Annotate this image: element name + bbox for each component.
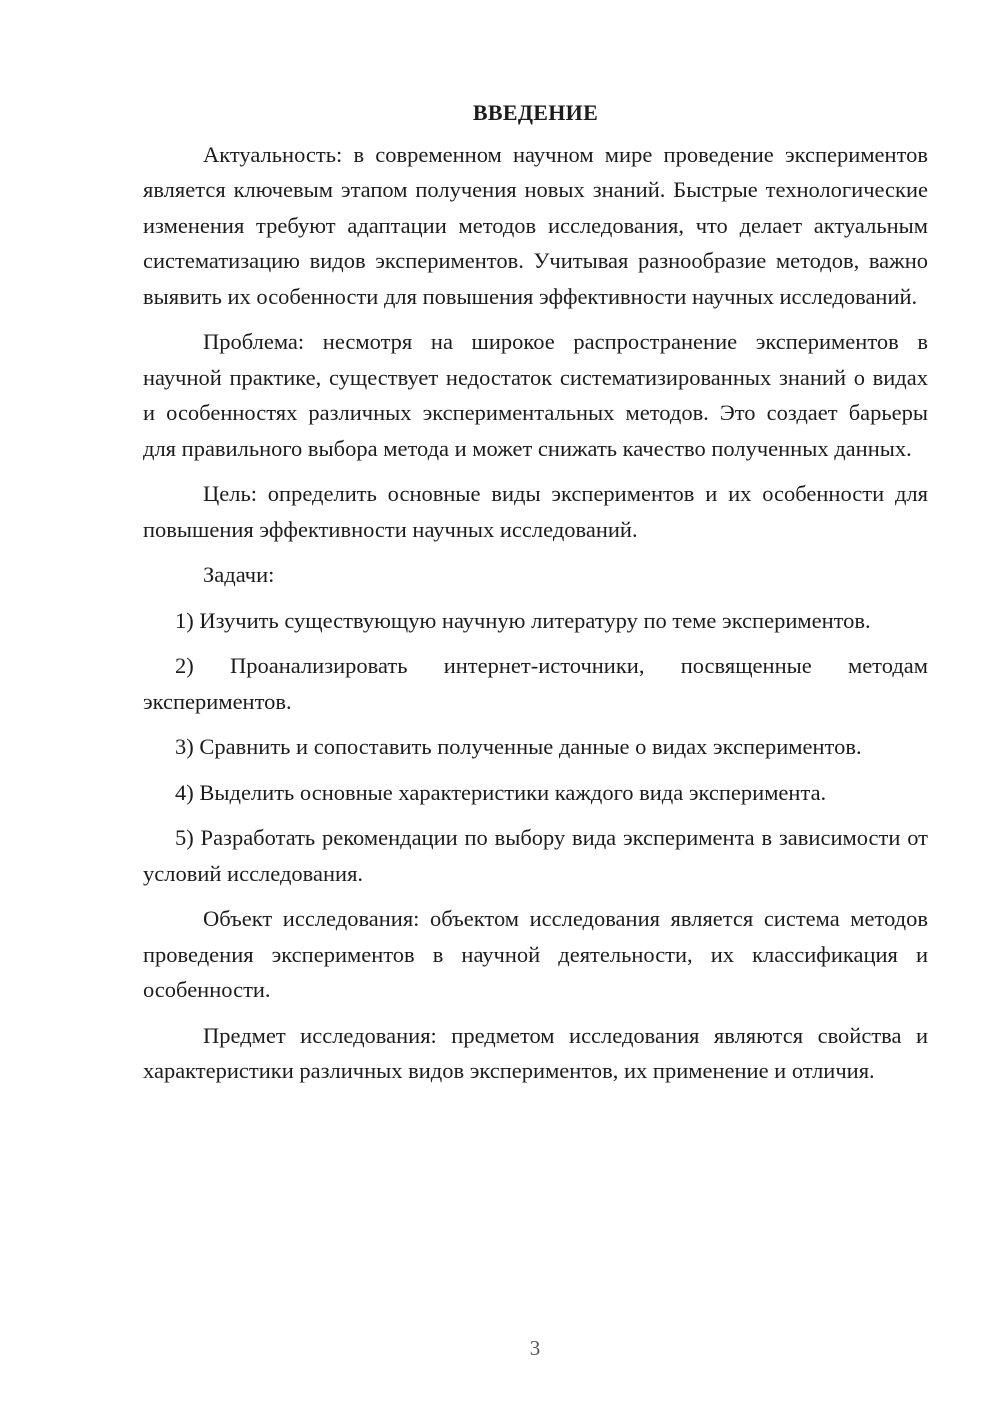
task-item-2: 2) Проанализировать интернет-источники, посвященные методам экспериментов. bbox=[143, 653, 928, 714]
page-number: 3 bbox=[529, 1336, 541, 1360]
task-item-5: 5) Разработать рекомендации по выбору вида эксперимента в зависимости от условий исследования. bbox=[143, 825, 928, 886]
page-content bbox=[143, 95, 928, 1099]
paragraph-object: Объект исследования: объектом исследования является система методов проведения экспериментов в научной деятельности, их классификация и особенности. bbox=[143, 906, 928, 1002]
paragraph-goal: Цель: определить основные виды экспериментов и их особенности для повышения эффективности научных исследований. bbox=[143, 481, 928, 542]
task-item-1: 1) Изучить существующую научную литературу по теме экспериментов. bbox=[175, 607, 871, 633]
paragraph-relevance: Актуальность: в современном научном мире проведение экспериментов является ключевым этапом получения новых знаний. Быстрые технологические изменения требуют адаптации методов исследования, что делает актуальным систематизацию видов экспериментов. Учитывая разнообразие методов, важно выявить их особенности для повышения эффективности научных исследований. bbox=[143, 141, 928, 309]
task-item-4: 4) Выделить основные характеристики каждого вида эксперимента. bbox=[175, 779, 827, 805]
section-heading: ВВЕДЕНИЕ bbox=[472, 100, 599, 125]
tasks-label: Задачи: bbox=[203, 562, 275, 587]
paragraph-problem: Проблема: несмотря на широкое распространение экспериментов в научной практике, существует недостаток систематизированных знаний о видах и особенностях различных экспериментальных методов. Это создает барьеры для правильного выбора метода и может снижать качество полученных данных. bbox=[143, 329, 928, 461]
task-item-3: 3) Сравнить и сопоставить полученные данные о видах экспериментов. bbox=[175, 734, 862, 759]
paragraph-subject: Предмет исследования: предметом исследования являются свойства и характеристики различных видов экспериментов, их применение и отличия. bbox=[143, 1022, 928, 1083]
